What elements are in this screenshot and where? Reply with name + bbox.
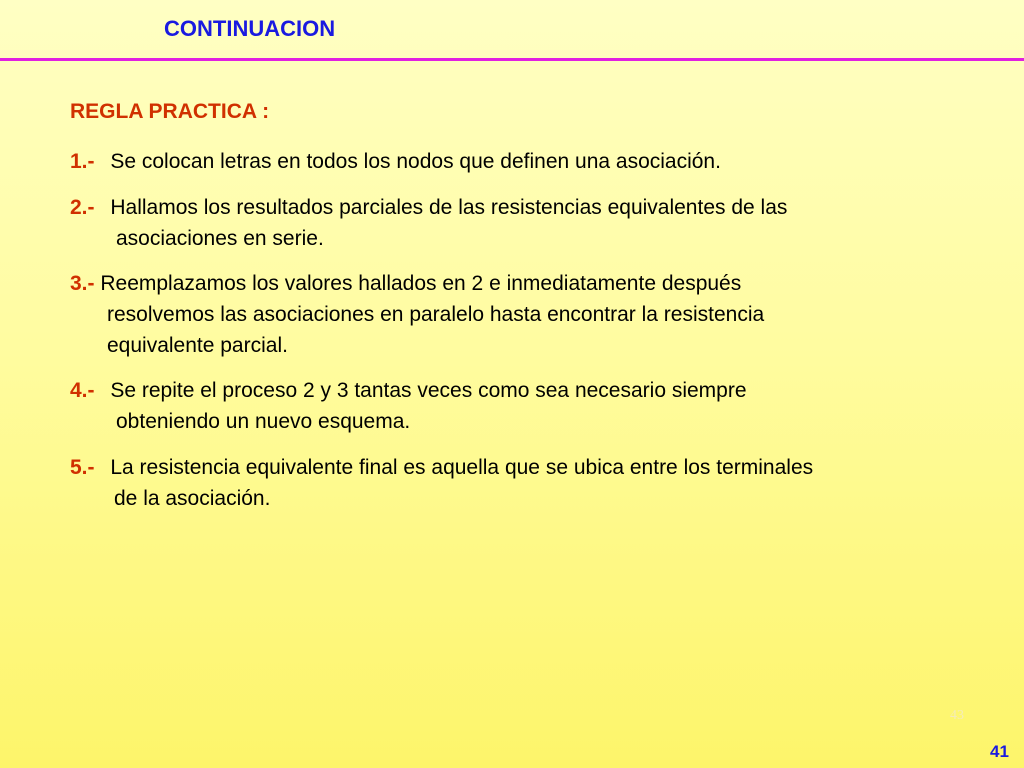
item-text: Reemplazamos los valores hallados en 2 e inmediatamente después	[100, 272, 742, 295]
list-item	[70, 146, 1000, 177]
item-number: 2.-	[70, 196, 95, 219]
item-number: 3.-	[70, 272, 95, 295]
header-divider	[0, 58, 1024, 61]
page-number: 41	[990, 742, 1009, 761]
item-text: Se repite el proceso 2 y 3 tantas veces como sea necesario siempre	[110, 379, 747, 402]
item-number: 5.-	[70, 456, 95, 479]
item-text: La resistencia equivalente final es aquella que se ubica entre los terminales	[110, 456, 814, 479]
list-item	[70, 268, 1000, 361]
item-number: 1.-	[70, 150, 95, 173]
item-text-continued: resolvemos las asociaciones en paralelo hasta encontrar la resistencia	[107, 303, 765, 326]
list-item	[70, 452, 1000, 514]
item-text-continued: de la asociación.	[114, 487, 271, 510]
faint-slide-number: 43	[950, 708, 964, 723]
item-text: Hallamos los resultados parciales de las resistencias equivalentes de las	[110, 196, 788, 219]
item-text: Se colocan letras en todos los nodos que definen una asociación.	[110, 150, 721, 173]
item-number: 4.-	[70, 379, 95, 402]
list-item	[70, 192, 1000, 254]
section-heading: REGLA PRACTICA :	[70, 100, 270, 123]
list-item	[70, 375, 1000, 437]
item-text-continued: obteniendo un nuevo esquema.	[116, 410, 411, 433]
item-text-continued: equivalente parcial.	[107, 334, 288, 357]
slide-title: CONTINUACION	[164, 16, 336, 41]
item-text-continued: asociaciones en serie.	[116, 227, 324, 250]
